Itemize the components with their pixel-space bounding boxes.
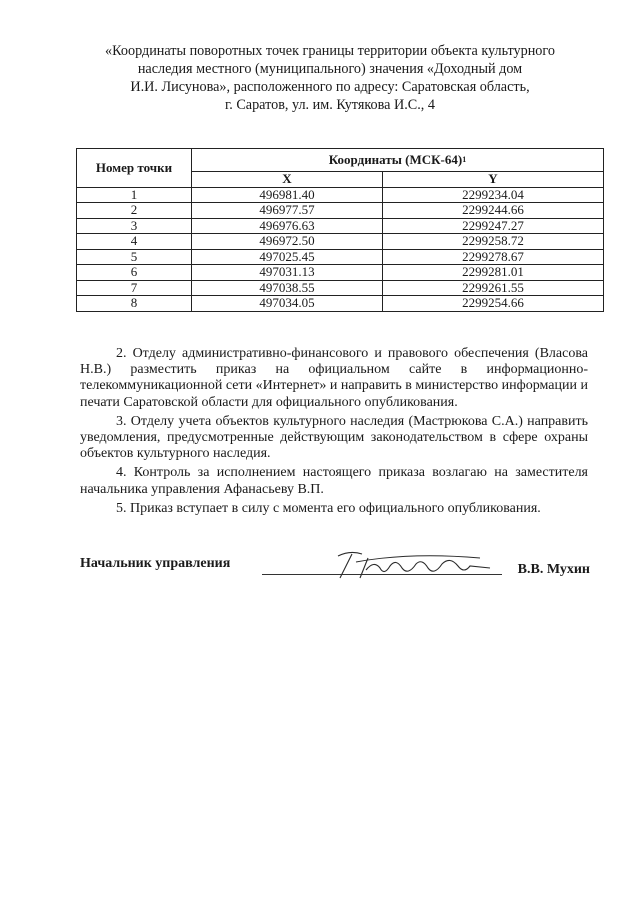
cell-y: 2299258.72 [383,234,604,250]
table-row [77,296,604,312]
cell-y: 2299261.55 [383,280,604,296]
cell-point: 5 [77,249,192,265]
cell-x: 496976.63 [192,218,383,234]
cell-point: 6 [77,265,192,281]
cell-x: 496977.57 [192,203,383,219]
cell-point: 3 [77,218,192,234]
paragraph-3: 3. Отделу учета объектов культурного наследия (Мастрюкова С.А.) направить уведомления, предусмотренные действующим законодательством в сфере охраны объектов культурного наследия. [80,413,588,462]
paragraph-5: 5. Приказ вступает в силу с момента его официального опубликования. [116,500,541,516]
cell-y: 2299234.04 [383,187,604,203]
header-point-number: Номер точки [77,149,192,188]
cell-x: 497034.05 [192,296,383,312]
table-row [77,203,604,219]
coordinates-table [76,148,604,312]
header-coordinates: Координаты $(МСК-64)^1$ [192,149,604,172]
table-row [77,265,604,281]
handwritten-signature [320,548,500,582]
document-title [70,42,590,114]
cell-y: 2299247.27 [383,218,604,234]
table-row [77,280,604,296]
header-y: Y [383,172,604,188]
paragraph-2: 2. Отделу административно-финансового и правового обеспечения (Власова Н.В.) разместить приказ на официальном сайте в информационно-телекоммуникационной сети «Интернет» и направить в министерство информации и печати Саратовской области для официального опубликования. [80,346,588,410]
title-line-1: «Координаты поворотных точек границы территории объекта культурного [105,43,555,59]
table-row [77,218,604,234]
table-row [77,249,604,265]
cell-x: 496972.50 [192,234,383,250]
paragraph-4: 4. Контроль за исполнением настоящего приказа возлагаю на заместителя начальника управления Афанасьеву В.П. [80,465,588,497]
cell-x: 496981.40 [192,187,383,203]
header-x: X [192,172,383,188]
title-line-4: г. Саратов, ул. им. Кутякова И.С., 4 [225,97,435,113]
table-row [77,187,604,203]
cell-point: 2 [77,203,192,219]
cell-point: 8 [77,296,192,312]
order-paragraphs [80,346,588,520]
cell-x: 497031.13 [192,265,383,281]
cell-x: 497025.45 [192,249,383,265]
cell-y: 2299244.66 [383,203,604,219]
signatory-name: В.В. Мухин [517,562,590,577]
table-row [77,234,604,250]
signature-block [80,548,590,588]
title-line-2: наследия местного (муниципального) значения «Доходный дом [137,61,523,77]
cell-x: 497038.55 [192,280,383,296]
cell-point: 4 [77,234,192,250]
cell-point: 1 [77,187,192,203]
footnote-marker: 1 [462,155,467,164]
cell-y: 2299278.67 [383,249,604,265]
cell-y: 2299254.66 [383,296,604,312]
signatory-position: Начальник управления [80,556,231,571]
cell-y: 2299281.01 [383,265,604,281]
cell-point: 7 [77,280,192,296]
title-line-3: И.И. Лисунова», расположенного по адресу: Саратовская область, [130,79,530,95]
